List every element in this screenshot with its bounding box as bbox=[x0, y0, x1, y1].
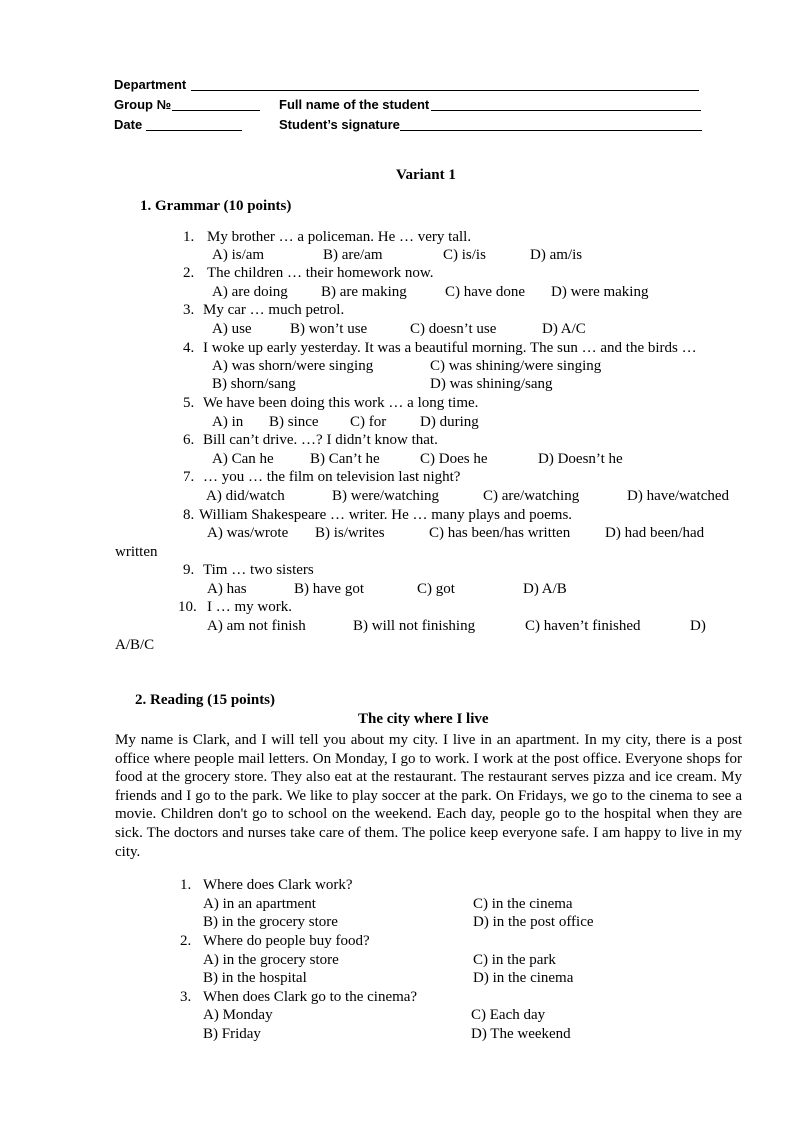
grammar-q1-option-d: D) am/is bbox=[530, 247, 583, 263]
grammar-q3-option-b: B) won’t use bbox=[290, 321, 368, 337]
grammar-q1-option-a: A) is/am bbox=[212, 247, 265, 263]
grammar-q5-number: 5. bbox=[183, 395, 195, 411]
grammar-q2-option-c: C) have done bbox=[445, 284, 525, 300]
grammar-q7-option-c: C) are/watching bbox=[483, 488, 580, 504]
grammar-q4-option-a: A) was shorn/were singing bbox=[212, 358, 374, 374]
grammar-q7-number: 7. bbox=[183, 469, 195, 485]
signature-field[interactable] bbox=[400, 130, 702, 131]
grammar-q8-option-b: B) is/writes bbox=[315, 525, 385, 541]
grammar-q3-text: My car … much petrol. bbox=[203, 302, 345, 318]
grammar-q1-number: 1. bbox=[183, 229, 195, 245]
grammar-q2-option-d: D) were making bbox=[551, 284, 649, 300]
grammar-q6-option-b: B) Can’t he bbox=[310, 451, 380, 467]
grammar-q10-text: I … my work. bbox=[207, 599, 292, 615]
reading-passage: My name is Clark, and I will tell you about my city. I live in an apartment. In my city, there is a post office where people mail letters. On Monday, I go to work. I work at the post office. Everyone shops for food at the grocery store. They also eat at the restaurant. The restaurant serves pizza and ice cream. My friends and I go to the park. We like to play soccer at the park. On Fridays, we go to the cinema to see a movie. Children don't go to school on the weekend. Each day, people go to the hospital when they are sick. The doctors and nurses take care of them. The police keep everyone safe. I am happy to live in my city. bbox=[115, 732, 742, 860]
grammar-q8-option-a: A) was/wrote bbox=[207, 525, 289, 541]
grammar-q3-number: 3. bbox=[183, 302, 195, 318]
reading-q2-option-b: B) in the hospital bbox=[203, 970, 307, 986]
grammar-q9-option-a: A) has bbox=[207, 581, 247, 597]
reading-q1-option-a: A) in an apartment bbox=[203, 896, 316, 912]
grammar-q9-option-c: C) got bbox=[417, 581, 455, 597]
grammar-q1-option-b: B) are/am bbox=[323, 247, 383, 263]
grammar-q8-option-d-wrap: written bbox=[115, 544, 158, 560]
reading-q3-option-d: D) The weekend bbox=[471, 1026, 571, 1042]
grammar-q4-text: I woke up early yesterday. It was a beautiful morning. The sun … and the birds … bbox=[203, 340, 697, 356]
reading-q3-text: When does Clark go to the cinema? bbox=[203, 989, 418, 1005]
grammar-q10-option-d-wrap: A/B/C bbox=[115, 637, 155, 653]
grammar-q2-text: The children … their homework now. bbox=[207, 265, 434, 281]
grammar-q6-option-a: A) Can he bbox=[212, 451, 274, 467]
reading-q2-text: Where do people buy food? bbox=[203, 933, 370, 949]
grammar-q5-option-d: D) during bbox=[420, 414, 479, 430]
grammar-q3-option-c: C) doesn’t use bbox=[410, 321, 497, 337]
grammar-q5-option-b: B) since bbox=[269, 414, 319, 430]
grammar-q6-option-d: D) Doesn’t he bbox=[538, 451, 623, 467]
fullname-field[interactable] bbox=[431, 110, 701, 111]
reading-q2-option-c: C) in the park bbox=[473, 952, 556, 968]
grammar-q9-text: Tim … two sisters bbox=[203, 562, 314, 578]
grammar-q9-option-d: D) A/B bbox=[523, 581, 567, 597]
reading-q1-number: 1. bbox=[180, 877, 192, 893]
grammar-q10-option-d: D) bbox=[690, 618, 706, 634]
grammar-q5-text: We have been doing this work … a long time. bbox=[203, 395, 479, 411]
reading-q3-option-c: C) Each day bbox=[471, 1007, 546, 1023]
group-field[interactable] bbox=[172, 110, 260, 111]
signature-label: Student’s signature bbox=[279, 117, 400, 132]
grammar-q1-text: My brother … a policeman. He … very tall. bbox=[207, 229, 472, 245]
grammar-q6-text: Bill can’t drive. …? I didn’t know that. bbox=[203, 432, 438, 448]
grammar-q2-number: 2. bbox=[183, 265, 195, 281]
grammar-q7-text: … you … the film on television last night? bbox=[203, 469, 461, 485]
department-field[interactable] bbox=[191, 90, 699, 91]
grammar-q3-option-d: D) A/C bbox=[542, 321, 586, 337]
grammar-q10-option-c: C) haven’t finished bbox=[525, 618, 641, 634]
grammar-q8-option-c: C) has been/has written bbox=[429, 525, 571, 541]
group-label: Group № bbox=[114, 97, 172, 112]
grammar-q6-number: 6. bbox=[183, 432, 195, 448]
grammar-q4-option-c: C) was shining/were singing bbox=[430, 358, 602, 374]
grammar-q9-option-b: B) have got bbox=[294, 581, 364, 597]
grammar-q10-option-b: B) will not finishing bbox=[353, 618, 476, 634]
department-label: Department bbox=[114, 77, 187, 92]
grammar-heading: 1. Grammar (10 points) bbox=[140, 198, 292, 214]
grammar-q10-option-a: A) am not finish bbox=[207, 618, 306, 634]
grammar-q9-number: 9. bbox=[183, 562, 195, 578]
reading-q3-option-a: A) Monday bbox=[203, 1007, 273, 1023]
reading-q2-number: 2. bbox=[180, 933, 192, 949]
grammar-q1-option-c: C) is/is bbox=[443, 247, 486, 263]
grammar-q5-option-a: A) in bbox=[212, 414, 244, 430]
grammar-q8-number: 8. bbox=[183, 507, 195, 523]
grammar-q7-option-b: B) were/watching bbox=[332, 488, 440, 504]
grammar-q3-option-a: A) use bbox=[212, 321, 252, 337]
reading-q1-option-b: B) in the grocery store bbox=[203, 914, 338, 930]
fullname-label: Full name of the student bbox=[279, 97, 430, 112]
date-label: Date bbox=[114, 117, 143, 132]
reading-q1-option-d: D) in the post office bbox=[473, 914, 594, 930]
reading-q2-option-d: D) in the cinema bbox=[473, 970, 574, 986]
grammar-q2-option-a: A) are doing bbox=[212, 284, 288, 300]
reading-q1-option-c: C) in the cinema bbox=[473, 896, 573, 912]
date-field[interactable] bbox=[146, 130, 242, 131]
reading-q3-number: 3. bbox=[180, 989, 192, 1005]
variant-title: Variant 1 bbox=[396, 167, 456, 183]
grammar-q8-option-d: D) had been/had bbox=[605, 525, 705, 541]
reading-heading: 2. Reading (15 points) bbox=[135, 692, 276, 708]
reading-q3-option-b: B) Friday bbox=[203, 1026, 261, 1042]
grammar-q5-option-c: C) for bbox=[350, 414, 387, 430]
grammar-q2-option-b: B) are making bbox=[321, 284, 407, 300]
grammar-q4-option-b: B) shorn/sang bbox=[212, 376, 296, 392]
grammar-q4-number: 4. bbox=[183, 340, 195, 356]
grammar-q7-option-a: A) did/watch bbox=[206, 488, 285, 504]
grammar-q7-option-d: D) have/watched bbox=[627, 488, 730, 504]
grammar-q4-option-d: D) was shining/sang bbox=[430, 376, 553, 392]
reading-q2-option-a: A) in the grocery store bbox=[203, 952, 339, 968]
reading-q1-text: Where does Clark work? bbox=[203, 877, 353, 893]
grammar-q10-number: 10. bbox=[178, 599, 197, 615]
grammar-q6-option-c: C) Does he bbox=[420, 451, 488, 467]
reading-title: The city where I live bbox=[358, 711, 489, 727]
grammar-q8-text: William Shakespeare … writer. He … many plays and poems. bbox=[199, 507, 573, 523]
